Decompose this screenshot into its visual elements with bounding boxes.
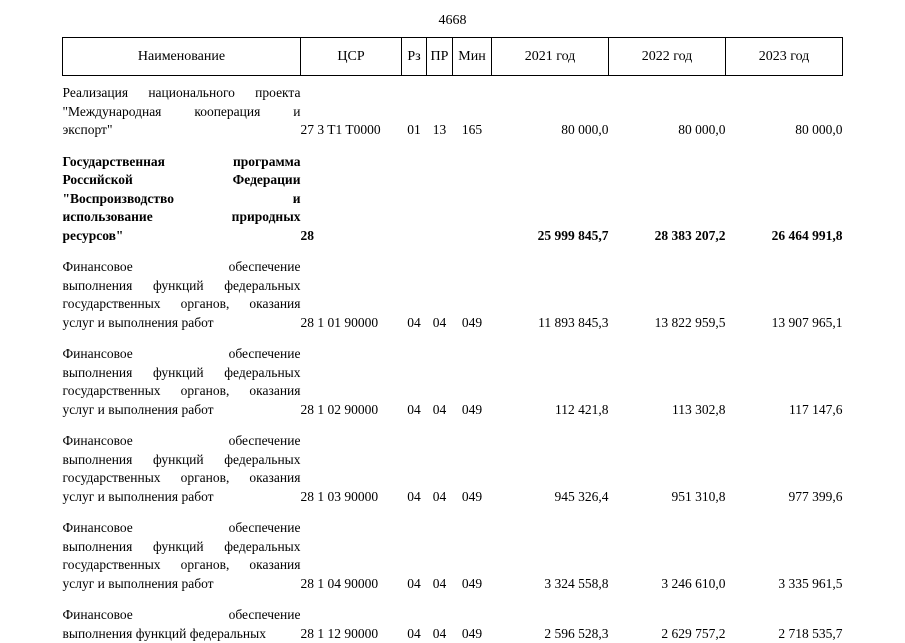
row-min xyxy=(453,153,492,246)
header-2022: 2022 год xyxy=(609,38,726,76)
row-csr: 28 1 01 90000 xyxy=(301,258,402,332)
header-min: Мин xyxy=(453,38,492,76)
row-min: 049 xyxy=(453,606,492,643)
row-pr xyxy=(427,153,453,246)
row-name xyxy=(63,345,301,419)
row-value-2023: 3 335 961,5 xyxy=(726,519,843,593)
row-spacer xyxy=(63,506,843,519)
row-name-line: ресурсов" xyxy=(63,227,301,246)
row-name xyxy=(63,432,301,506)
row-name-line: Финансовое обеспечение xyxy=(63,519,301,538)
row-min: 165 xyxy=(453,84,492,140)
header-name: Наименование xyxy=(63,38,301,76)
row-name-line: Финансовое обеспечение xyxy=(63,345,301,364)
row-value-2021: 112 421,8 xyxy=(492,345,609,419)
row-csr: 28 xyxy=(301,153,402,246)
row-value-2023: 2 718 535,7 xyxy=(726,606,843,643)
row-rz: 04 xyxy=(402,432,427,506)
row-name-line: Реализация национального проекта xyxy=(63,84,301,103)
row-pr: 04 xyxy=(427,258,453,332)
row-min: 049 xyxy=(453,519,492,593)
header-2021: 2021 год xyxy=(492,38,609,76)
row-name xyxy=(63,606,301,643)
row-name-line: Финансовое обеспечение xyxy=(63,606,301,625)
row-min: 049 xyxy=(453,258,492,332)
table-row xyxy=(63,345,843,419)
row-csr: 28 1 02 90000 xyxy=(301,345,402,419)
row-rz: 04 xyxy=(402,345,427,419)
table-row xyxy=(63,258,843,332)
row-csr: 28 1 03 90000 xyxy=(301,432,402,506)
row-value-2022: 80 000,0 xyxy=(609,84,726,140)
table-row xyxy=(63,153,843,246)
row-name xyxy=(63,153,301,246)
row-rz: 01 xyxy=(402,84,427,140)
row-name-line: экспорт" xyxy=(63,121,301,140)
table-row xyxy=(63,519,843,593)
row-name-line: Государственная программа xyxy=(63,153,301,172)
budget-table xyxy=(62,37,843,643)
table-body xyxy=(63,76,843,643)
row-name xyxy=(63,519,301,593)
row-name-line: выполнения функций федеральных xyxy=(63,538,301,557)
row-name-line: услуг и выполнения работ xyxy=(63,575,301,594)
header-pr: ПР xyxy=(427,38,453,76)
row-min: 049 xyxy=(453,432,492,506)
row-rz: 04 xyxy=(402,519,427,593)
row-name-line: Финансовое обеспечение xyxy=(63,432,301,451)
row-rz: 04 xyxy=(402,606,427,643)
row-csr: 27 3 T1 T0000 xyxy=(301,84,402,140)
row-value-2023: 13 907 965,1 xyxy=(726,258,843,332)
row-min: 049 xyxy=(453,345,492,419)
row-value-2022: 3 246 610,0 xyxy=(609,519,726,593)
page-number: 4668 xyxy=(0,13,905,29)
row-value-2021: 25 999 845,7 xyxy=(492,153,609,246)
row-rz: 04 xyxy=(402,258,427,332)
row-spacer xyxy=(63,593,843,606)
row-value-2022: 2 629 757,2 xyxy=(609,606,726,643)
row-value-2023: 977 399,6 xyxy=(726,432,843,506)
table-row xyxy=(63,606,843,643)
row-name-line: Финансовое обеспечение xyxy=(63,258,301,277)
row-name-line: "Международная кооперация и xyxy=(63,103,301,122)
row-name-line: государственных органов, оказания xyxy=(63,382,301,401)
row-pr: 13 xyxy=(427,84,453,140)
row-name-line: государственных органов, оказания xyxy=(63,556,301,575)
header-rz: Рз xyxy=(402,38,427,76)
row-value-2022: 13 822 959,5 xyxy=(609,258,726,332)
row-value-2021: 2 596 528,3 xyxy=(492,606,609,643)
row-value-2021: 3 324 558,8 xyxy=(492,519,609,593)
row-name-line: государственных органов, оказания xyxy=(63,295,301,314)
row-name-line: государственных органов, оказания xyxy=(63,469,301,488)
row-name-line: выполнения функций федеральных xyxy=(63,364,301,383)
row-spacer xyxy=(63,76,843,85)
row-value-2023: 26 464 991,8 xyxy=(726,153,843,246)
row-spacer xyxy=(63,245,843,258)
row-name-line: услуг и выполнения работ xyxy=(63,488,301,507)
row-name xyxy=(63,84,301,140)
row-name-line: Российской Федерации xyxy=(63,171,301,190)
table-header-row xyxy=(63,38,843,76)
row-value-2023: 80 000,0 xyxy=(726,84,843,140)
row-value-2021: 11 893 845,3 xyxy=(492,258,609,332)
row-value-2022: 28 383 207,2 xyxy=(609,153,726,246)
row-pr: 04 xyxy=(427,519,453,593)
row-name-line: услуг и выполнения работ xyxy=(63,401,301,420)
row-name-line: выполнения функций федеральных xyxy=(63,277,301,296)
header-csr: ЦСР xyxy=(301,38,402,76)
row-spacer xyxy=(63,332,843,345)
row-spacer xyxy=(63,140,843,153)
row-csr: 28 1 04 90000 xyxy=(301,519,402,593)
row-value-2022: 113 302,8 xyxy=(609,345,726,419)
row-value-2022: 951 310,8 xyxy=(609,432,726,506)
row-name-line: услуг и выполнения работ xyxy=(63,314,301,333)
row-rz xyxy=(402,153,427,246)
row-pr: 04 xyxy=(427,432,453,506)
row-name-line: "Воспроизводство и xyxy=(63,190,301,209)
table-row xyxy=(63,84,843,140)
row-csr: 28 1 12 90000 xyxy=(301,606,402,643)
row-pr: 04 xyxy=(427,606,453,643)
row-name xyxy=(63,258,301,332)
table-row xyxy=(63,432,843,506)
row-name-line: выполнения функций федеральных xyxy=(63,625,301,643)
row-value-2021: 80 000,0 xyxy=(492,84,609,140)
row-spacer xyxy=(63,419,843,432)
row-value-2023: 117 147,6 xyxy=(726,345,843,419)
row-value-2021: 945 326,4 xyxy=(492,432,609,506)
row-name-line: выполнения функций федеральных xyxy=(63,451,301,470)
row-pr: 04 xyxy=(427,345,453,419)
header-2023: 2023 год xyxy=(726,38,843,76)
row-name-line: использование природных xyxy=(63,208,301,227)
